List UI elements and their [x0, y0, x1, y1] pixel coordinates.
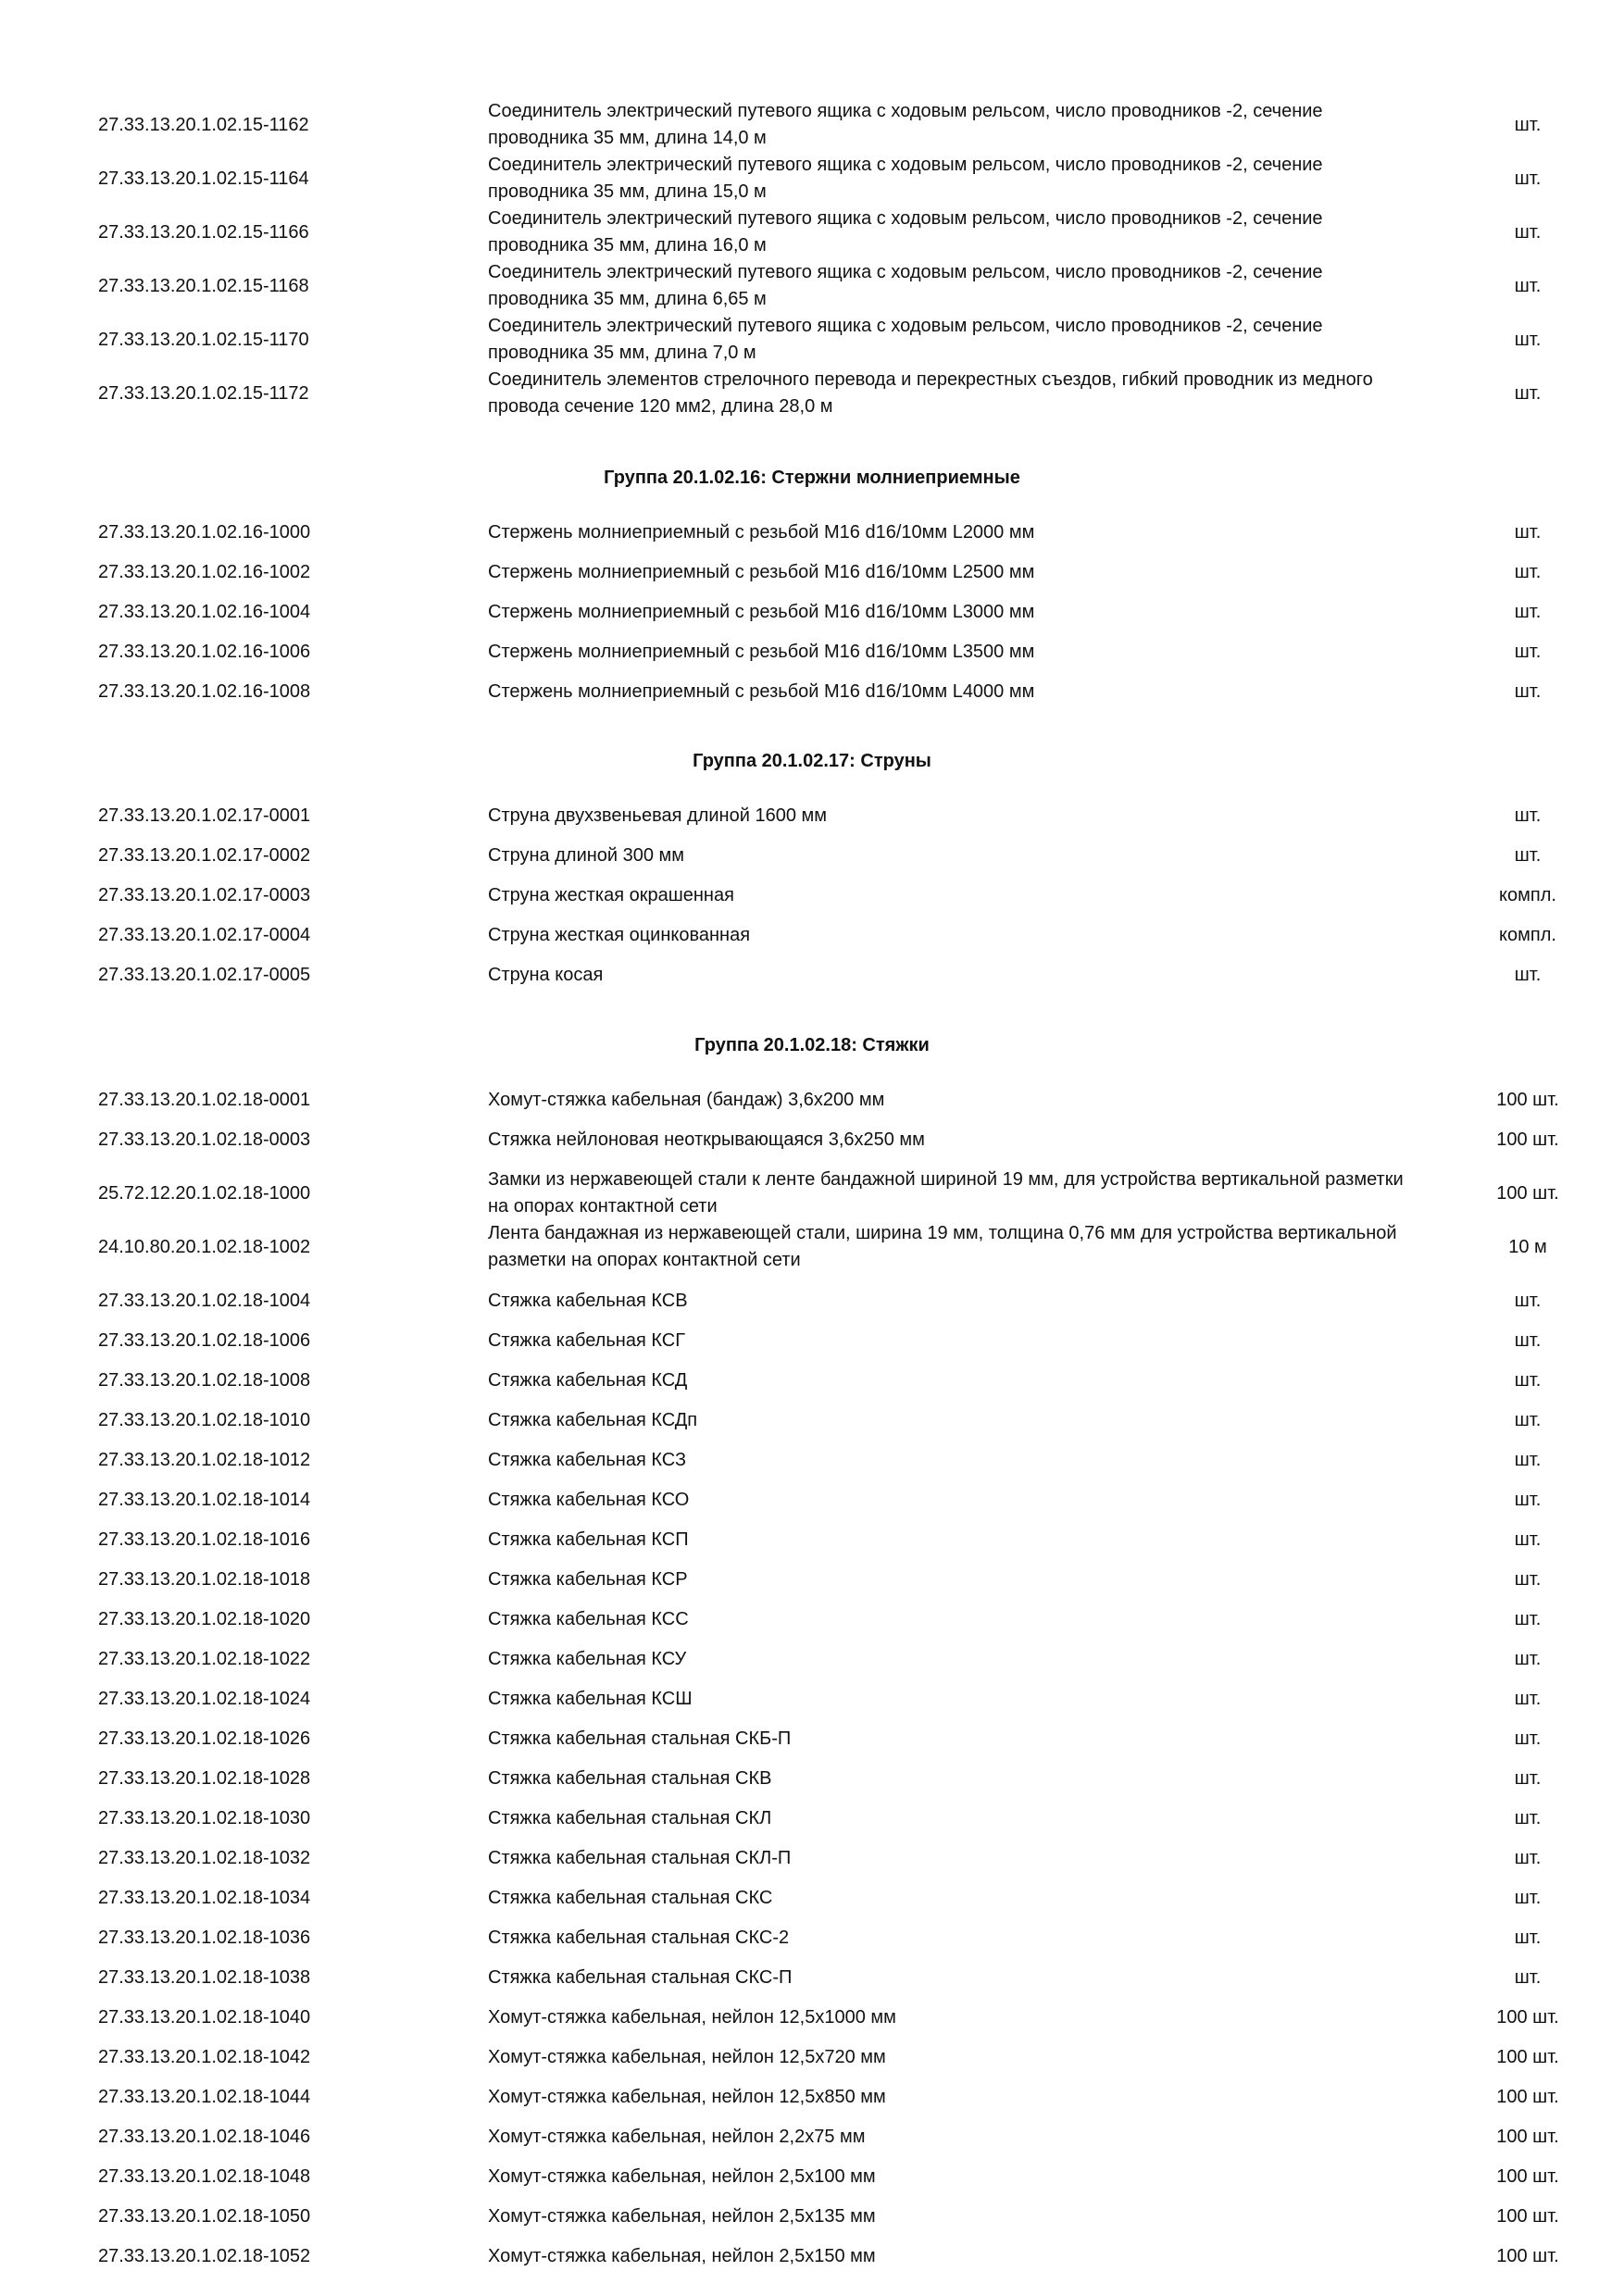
item-name: Стяжка кабельная стальная СКВ — [488, 1767, 772, 1789]
item-name: Стяжка кабельная стальная СКС-2 — [488, 1927, 790, 1948]
item-unit: шт. — [1514, 680, 1542, 702]
item-name: Стяжка кабельная стальная СКБ-П — [488, 1728, 792, 1749]
item-name: Стяжка кабельная стальная СКС — [488, 1887, 773, 1908]
item-unit: шт. — [1514, 1887, 1542, 1908]
item-code: 27.33.13.20.1.02.18-1034 — [98, 1887, 311, 1908]
item-code: 27.33.13.20.1.02.18-1026 — [98, 1728, 311, 1749]
item-name: Хомут-стяжка кабельная, нейлон 2,5х100 мм — [488, 2165, 876, 2187]
item-unit: шт. — [1514, 1449, 1542, 1470]
item-name: Струна косая — [488, 965, 604, 985]
item-name: Хомут-стяжка кабельная, нейлон 2,2х75 мм — [488, 2126, 866, 2147]
item-unit: шт. — [1514, 1648, 1542, 1669]
item-name: Стяжка кабельная КСГ — [488, 1329, 686, 1351]
item-unit: шт. — [1514, 1529, 1542, 1550]
item-code: 27.33.13.20.1.02.18-1050 — [98, 2205, 311, 2227]
item-unit: шт. — [1514, 1489, 1542, 1510]
item-code: 27.33.13.20.1.02.18-1038 — [98, 1966, 311, 1988]
item-unit: шт. — [1514, 1329, 1542, 1351]
item-unit: 100 шт. — [1496, 2126, 1559, 2147]
item-name: Стержень молниеприемный с резьбой М16 d16/10мм L2000 мм — [488, 521, 1035, 543]
item-code: 27.33.13.20.1.02.17-0001 — [98, 805, 311, 826]
item-name: Стержень молниеприемный с резьбой М16 d16/10мм L4000 мм — [488, 680, 1035, 702]
item-code: 25.72.12.20.1.02.18-1000 — [98, 1182, 311, 1204]
item-name: Стяжка кабельная КСЗ — [488, 1449, 687, 1470]
group-heading: Группа 20.1.02.17: Струны — [693, 751, 931, 771]
item-name: Соединитель элементов стрелочного перевода и перекрестных съездов, гибкий проводник из медного провода сечение 120 мм2, длина 28,0 м — [488, 369, 1373, 417]
item-name: Лента бандажная из нержавеющей стали, ширина 19 мм, толщина 0,76 мм для устройства вертикальной разметки на опорах контактной сети — [488, 1222, 1397, 1270]
item-code: 27.33.13.20.1.02.18-1048 — [98, 2165, 311, 2187]
item-unit: шт. — [1514, 1807, 1542, 1828]
item-name: Хомут-стяжка кабельная, нейлон 2,5х135 мм — [488, 2205, 876, 2227]
item-code: 27.33.13.20.1.02.18-1008 — [98, 1369, 311, 1391]
item-unit: шт. — [1514, 805, 1542, 826]
item-name: Хомут-стяжка кабельная, нейлон 12,5х850 мм — [488, 2086, 886, 2107]
item-code: 27.33.13.20.1.02.15-1172 — [98, 383, 309, 404]
item-name: Стяжка кабельная КСУ — [488, 1648, 687, 1669]
item-name: Стяжка кабельная стальная СКЛ — [488, 1807, 772, 1828]
item-code: 27.33.13.20.1.02.18-0001 — [98, 1089, 311, 1110]
item-name: Соединитель электрический путевого ящика с ходовым рельсом, число проводников -2, сечение проводника 35 мм, длина 14,0 м — [488, 101, 1323, 148]
item-unit: 10 м — [1508, 1236, 1547, 1257]
item-code: 27.33.13.20.1.02.16-1004 — [98, 601, 311, 622]
item-name: Хомут-стяжка кабельная, нейлон 12,5х1000 мм — [488, 2006, 896, 2028]
item-unit: 100 шт. — [1496, 2205, 1559, 2227]
item-name: Стяжка кабельная КСР — [488, 1568, 688, 1590]
item-name: Стяжка кабельная стальная СКС-П — [488, 1966, 793, 1988]
item-unit: компл. — [1499, 925, 1556, 945]
item-unit: шт. — [1514, 1927, 1542, 1948]
item-code: 24.10.80.20.1.02.18-1002 — [98, 1236, 311, 1257]
item-code: 27.33.13.20.1.02.18-1018 — [98, 1568, 311, 1590]
item-name: Замки из нержавеющей стали к ленте бандажной шириной 19 мм, для устройства вертикальной разметки на опорах контактной сети — [488, 1168, 1404, 1217]
item-name: Хомут-стяжка кабельная, нейлон 2,5х150 мм — [488, 2245, 876, 2266]
item-name: Стержень молниеприемный с резьбой М16 d16/10мм L3000 мм — [488, 601, 1035, 622]
item-code: 27.33.13.20.1.02.18-1014 — [98, 1489, 311, 1510]
item-name: Соединитель электрический путевого ящика с ходовым рельсом, число проводников -2, сечение проводника 35 мм, длина 7,0 м — [488, 316, 1323, 363]
item-code: 27.33.13.20.1.02.16-1000 — [98, 521, 311, 543]
item-code: 27.33.13.20.1.02.15-1162 — [98, 115, 309, 135]
item-name: Стяжка нейлоновая неоткрывающаяся 3,6х250 мм — [488, 1129, 925, 1150]
item-code: 27.33.13.20.1.02.16-1002 — [98, 561, 311, 582]
item-unit: шт. — [1514, 383, 1542, 404]
item-name: Хомут-стяжка кабельная (бандаж) 3,6х200 мм — [488, 1089, 885, 1110]
item-name: Соединитель электрический путевого ящика с ходовым рельсом, число проводников -2, сечение проводника 35 мм, длина 15,0 м — [488, 155, 1323, 202]
item-code: 27.33.13.20.1.02.16-1008 — [98, 680, 311, 702]
item-code: 27.33.13.20.1.02.18-1016 — [98, 1529, 311, 1550]
item-unit: компл. — [1499, 885, 1556, 905]
item-unit: шт. — [1514, 1369, 1542, 1391]
item-unit: шт. — [1514, 965, 1542, 985]
item-unit: 100 шт. — [1496, 2245, 1559, 2266]
item-code: 27.33.13.20.1.02.18-1046 — [98, 2126, 311, 2147]
item-code: 27.33.13.20.1.02.18-1020 — [98, 1608, 311, 1629]
item-unit: шт. — [1514, 1688, 1542, 1709]
item-unit: шт. — [1514, 276, 1542, 296]
item-code: 27.33.13.20.1.02.18-1040 — [98, 2006, 311, 2028]
item-code: 27.33.13.20.1.02.18-1006 — [98, 1329, 311, 1351]
item-code: 27.33.13.20.1.02.15-1166 — [98, 222, 309, 243]
item-code: 27.33.13.20.1.02.17-0005 — [98, 965, 311, 985]
item-name: Хомут-стяжка кабельная, нейлон 12,5х720 мм — [488, 2046, 886, 2067]
item-code: 27.33.13.20.1.02.18-1004 — [98, 1290, 311, 1311]
item-name: Стяжка кабельная КСДп — [488, 1409, 698, 1430]
item-code: 27.33.13.20.1.02.18-1042 — [98, 2046, 311, 2067]
item-unit: шт. — [1514, 115, 1542, 135]
item-name: Стяжка кабельная КСВ — [488, 1290, 688, 1311]
item-unit: шт. — [1514, 845, 1542, 866]
item-unit: шт. — [1514, 1608, 1542, 1629]
item-unit: шт. — [1514, 1409, 1542, 1430]
item-name: Стяжка кабельная КСС — [488, 1608, 689, 1629]
item-unit: шт. — [1514, 1767, 1542, 1789]
group-heading: Группа 20.1.02.16: Стержни молниеприемные — [604, 467, 1020, 488]
item-unit: 100 шт. — [1496, 2006, 1559, 2028]
item-unit: шт. — [1514, 641, 1542, 662]
item-code: 27.33.13.20.1.02.15-1170 — [98, 330, 309, 350]
item-name: Соединитель электрический путевого ящика с ходовым рельсом, число проводников -2, сечение проводника 35 мм, длина 16,0 м — [488, 208, 1323, 256]
item-code: 27.33.13.20.1.02.18-0003 — [98, 1129, 311, 1150]
item-name: Струна жесткая окрашенная — [488, 885, 734, 905]
item-code: 27.33.13.20.1.02.18-1030 — [98, 1807, 311, 1828]
item-unit: 100 шт. — [1496, 1089, 1559, 1110]
item-code: 27.33.13.20.1.02.17-0004 — [98, 925, 311, 945]
item-code: 27.33.13.20.1.02.18-1044 — [98, 2086, 311, 2107]
item-unit: 100 шт. — [1496, 2086, 1559, 2107]
item-unit: шт. — [1514, 330, 1542, 350]
item-code: 27.33.13.20.1.02.18-1052 — [98, 2245, 311, 2266]
item-name: Струна двухзвеньевая длиной 1600 мм — [488, 805, 828, 826]
item-unit: 100 шт. — [1496, 1182, 1559, 1204]
item-code: 27.33.13.20.1.02.17-0003 — [98, 885, 311, 905]
item-unit: шт. — [1514, 1966, 1542, 1988]
item-code: 27.33.13.20.1.02.17-0002 — [98, 845, 311, 866]
item-code: 27.33.13.20.1.02.16-1006 — [98, 641, 311, 662]
item-name: Стержень молниеприемный с резьбой М16 d16/10мм L3500 мм — [488, 641, 1035, 662]
item-code: 27.33.13.20.1.02.18-1036 — [98, 1927, 311, 1948]
item-name: Соединитель электрический путевого ящика с ходовым рельсом, число проводников -2, сечение проводника 35 мм, длина 6,65 м — [488, 262, 1323, 309]
item-code: 27.33.13.20.1.02.18-1028 — [98, 1767, 311, 1789]
item-name: Стяжка кабельная КСШ — [488, 1688, 693, 1709]
item-unit: 100 шт. — [1496, 2046, 1559, 2067]
item-unit: шт. — [1514, 1847, 1542, 1868]
item-unit: шт. — [1514, 222, 1542, 243]
item-unit: шт. — [1514, 521, 1542, 543]
item-unit: шт. — [1514, 601, 1542, 622]
item-name: Струна жесткая оцинкованная — [488, 925, 751, 945]
item-unit: 100 шт. — [1496, 2165, 1559, 2187]
item-code: 27.33.13.20.1.02.18-1022 — [98, 1648, 311, 1669]
item-name: Стяжка кабельная стальная СКЛ-П — [488, 1847, 792, 1868]
group-heading: Группа 20.1.02.18: Стяжки — [694, 1034, 930, 1055]
item-code: 27.33.13.20.1.02.18-1032 — [98, 1847, 311, 1868]
item-name: Струна длиной 300 мм — [488, 845, 685, 866]
item-unit: шт. — [1514, 1728, 1542, 1749]
item-code: 27.33.13.20.1.02.15-1164 — [98, 168, 309, 189]
item-name: Стержень молниеприемный с резьбой М16 d16/10мм L2500 мм — [488, 561, 1035, 582]
item-code: 27.33.13.20.1.02.18-1010 — [98, 1409, 311, 1430]
item-unit: шт. — [1514, 1290, 1542, 1311]
item-name: Стяжка кабельная КСП — [488, 1529, 689, 1550]
item-unit: шт. — [1514, 561, 1542, 582]
item-code: 27.33.13.20.1.02.15-1168 — [98, 276, 309, 296]
item-name: Стяжка кабельная КСО — [488, 1489, 690, 1510]
item-code: 27.33.13.20.1.02.18-1012 — [98, 1449, 311, 1470]
item-unit: 100 шт. — [1496, 1129, 1559, 1150]
item-code: 27.33.13.20.1.02.18-1024 — [98, 1688, 311, 1709]
item-name: Стяжка кабельная КСД — [488, 1369, 688, 1391]
item-unit: шт. — [1514, 168, 1542, 189]
item-unit: шт. — [1514, 1568, 1542, 1590]
